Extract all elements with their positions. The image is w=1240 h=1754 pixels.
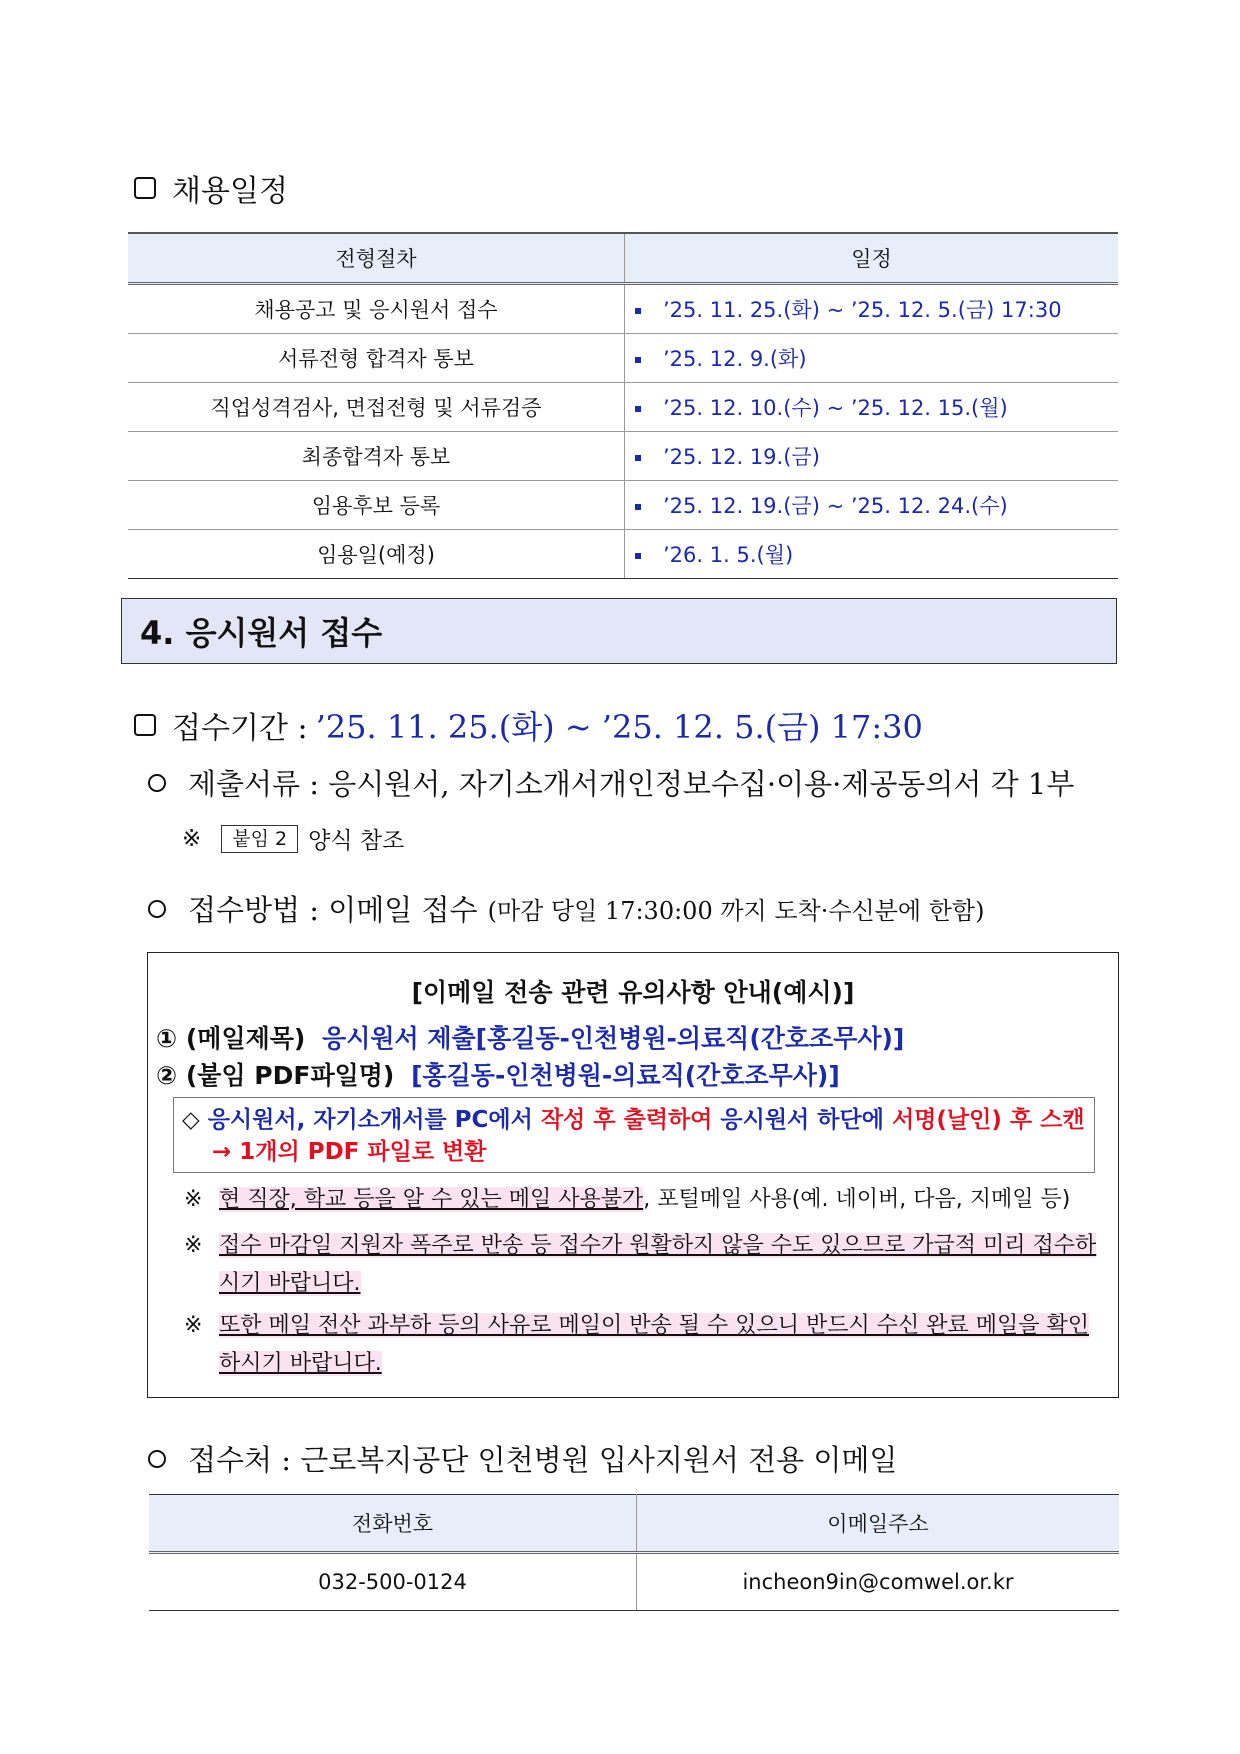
documents-item — [148, 762, 1074, 803]
note-mark: ※ — [182, 825, 202, 852]
period-label: 접수기간 : — [172, 711, 308, 746]
step-cell: 채용공고 및 응시원서 접수 — [128, 284, 625, 334]
step-cell: 임용일(예정) — [128, 530, 625, 579]
note3-text: 또한 메일 전산 과부하 등의 사유로 메일이 반송 될 수 있으니 반드시 수신 완료 메일을 확인하시기 바랍니다. — [219, 1313, 1089, 1376]
method-item — [148, 888, 984, 929]
attachment-text: 양식 참조 — [308, 828, 405, 854]
table-row — [128, 432, 1118, 481]
attachment-ref — [182, 822, 404, 855]
recipient-item — [148, 1438, 897, 1479]
table-row — [128, 383, 1118, 432]
diamond-icon: ◇ — [182, 1107, 200, 1133]
date-text: ’26. 1. 5.(월) — [663, 543, 794, 567]
col-header-email: 이메일주소 — [637, 1495, 1120, 1553]
schedule-heading — [134, 166, 288, 210]
schedule-title: 채용일정 — [172, 174, 288, 209]
table-row — [128, 334, 1118, 383]
date-cell — [625, 284, 1119, 334]
circle-bullet-icon — [148, 1450, 166, 1468]
pdf-instruction-box — [173, 1097, 1095, 1173]
date-cell — [625, 383, 1119, 432]
instruction-part1: 응시원서, 자기소개서를 PC에서 — [207, 1107, 533, 1133]
contact-table — [149, 1494, 1119, 1611]
col-header-phone: 전화번호 — [149, 1495, 637, 1553]
email-notice-box — [147, 952, 1119, 1398]
bullet-icon — [635, 553, 641, 559]
note-mark: ※ — [184, 1233, 203, 1258]
date-cell — [625, 481, 1119, 530]
circle-bullet-icon — [148, 900, 166, 918]
step-cell: 직업성격검사, 면접전형 및 서류검증 — [128, 383, 625, 432]
date-text: ’25. 11. 25.(화) ~ ’25. 12. 5.(금) 17:30 — [663, 298, 1062, 322]
phone-cell: 032-500-0124 — [149, 1553, 637, 1611]
bullet-icon — [635, 406, 641, 412]
period-line — [134, 702, 923, 748]
note2-text: 접수 마감일 지원자 폭주로 반송 등 접수가 원활하지 않을 수도 있으므로 가급적 미리 접수하시기 바랍니다. — [219, 1233, 1097, 1296]
note-mark: ※ — [184, 1187, 203, 1212]
period-value: ’25. 11. 25.(화) ~ ’25. 12. 5.(금) 17:30 — [315, 708, 923, 746]
step-cell: 최종합격자 통보 — [128, 432, 625, 481]
date-cell — [625, 530, 1119, 579]
bullet-icon — [635, 308, 641, 314]
section-heading-bar — [121, 598, 1117, 664]
date-cell — [625, 432, 1119, 481]
table-header-row — [128, 233, 1118, 284]
note-item — [184, 1227, 1104, 1303]
method-main: 접수방법 : 이메일 접수 — [188, 893, 478, 927]
date-text: ’25. 12. 19.(금) — [663, 445, 820, 469]
col-header-date: 일정 — [625, 233, 1119, 284]
date-text: ’25. 12. 10.(수) ~ ’25. 12. 15.(월) — [663, 396, 1008, 420]
table-row — [128, 284, 1118, 334]
date-text: ’25. 12. 19.(금) ~ ’25. 12. 24.(수) — [663, 494, 1008, 518]
instruction-part4: 서명(날인) 후 스캔 — [891, 1107, 1085, 1133]
rule-pdf-filename — [156, 1056, 840, 1092]
documents-text: 제출서류 : 응시원서, 자기소개서개인정보수집·이용·제공동의서 각 1부 — [188, 767, 1075, 801]
table-row — [128, 530, 1118, 579]
schedule-table — [128, 232, 1118, 579]
rule2-label: ② (붙임 PDF파일명) — [156, 1061, 395, 1090]
date-cell — [625, 334, 1119, 383]
table-row — [128, 481, 1118, 530]
instruction-part2: 작성 후 출력하여 — [540, 1107, 713, 1133]
date-text: ’25. 12. 9.(화) — [663, 347, 807, 371]
method-note: (마감 당일 17:30:00 까지 도착·수신분에 한함) — [487, 897, 985, 925]
note1-highlight: 현 직장, 학교 등을 알 수 있는 메일 사용불가 — [219, 1187, 644, 1212]
rule1-label: ① (메일제목) — [156, 1024, 306, 1053]
step-cell: 임용후보 등록 — [128, 481, 625, 530]
bullet-icon — [635, 455, 641, 461]
rule2-value: [홍길동-인천병원-의료직(간호조무사)] — [411, 1061, 840, 1090]
note1-rest: , 포털메일 사용(예. 네이버, 다음, 지메일 등) — [643, 1187, 1071, 1212]
notice-title: [이메일 전송 관련 유의사항 안내(예시)] — [411, 978, 855, 1007]
bullet-icon — [635, 504, 641, 510]
rule1-value: 응시원서 제출[홍길동-인천병원-의료직(간호조무사)] — [322, 1024, 905, 1053]
checkbox-icon — [134, 714, 156, 736]
section-title: 4. 응시원서 접수 — [140, 614, 383, 652]
col-header-step: 전형절차 — [128, 233, 625, 284]
email-cell: incheon9in@comwel.or.kr — [637, 1553, 1120, 1611]
table-row — [149, 1553, 1119, 1611]
instruction-part3: 응시원서 하단에 — [720, 1107, 884, 1133]
checkbox-icon — [134, 177, 156, 199]
note-mark: ※ — [184, 1313, 203, 1338]
note-item — [184, 1307, 1104, 1383]
circle-bullet-icon — [148, 774, 166, 792]
attachment-box: 붙임 2 — [221, 825, 298, 853]
bullet-icon — [635, 357, 641, 363]
instruction-line2: → 1개의 PDF 파일로 변환 — [212, 1139, 487, 1165]
table-header-row — [149, 1495, 1119, 1553]
step-cell: 서류전형 합격자 통보 — [128, 334, 625, 383]
recipient-text: 접수처 : 근로복지공단 인천병원 입사지원서 전용 이메일 — [188, 1443, 898, 1477]
note-item — [184, 1181, 1104, 1219]
rule-mail-subject — [156, 1019, 904, 1055]
